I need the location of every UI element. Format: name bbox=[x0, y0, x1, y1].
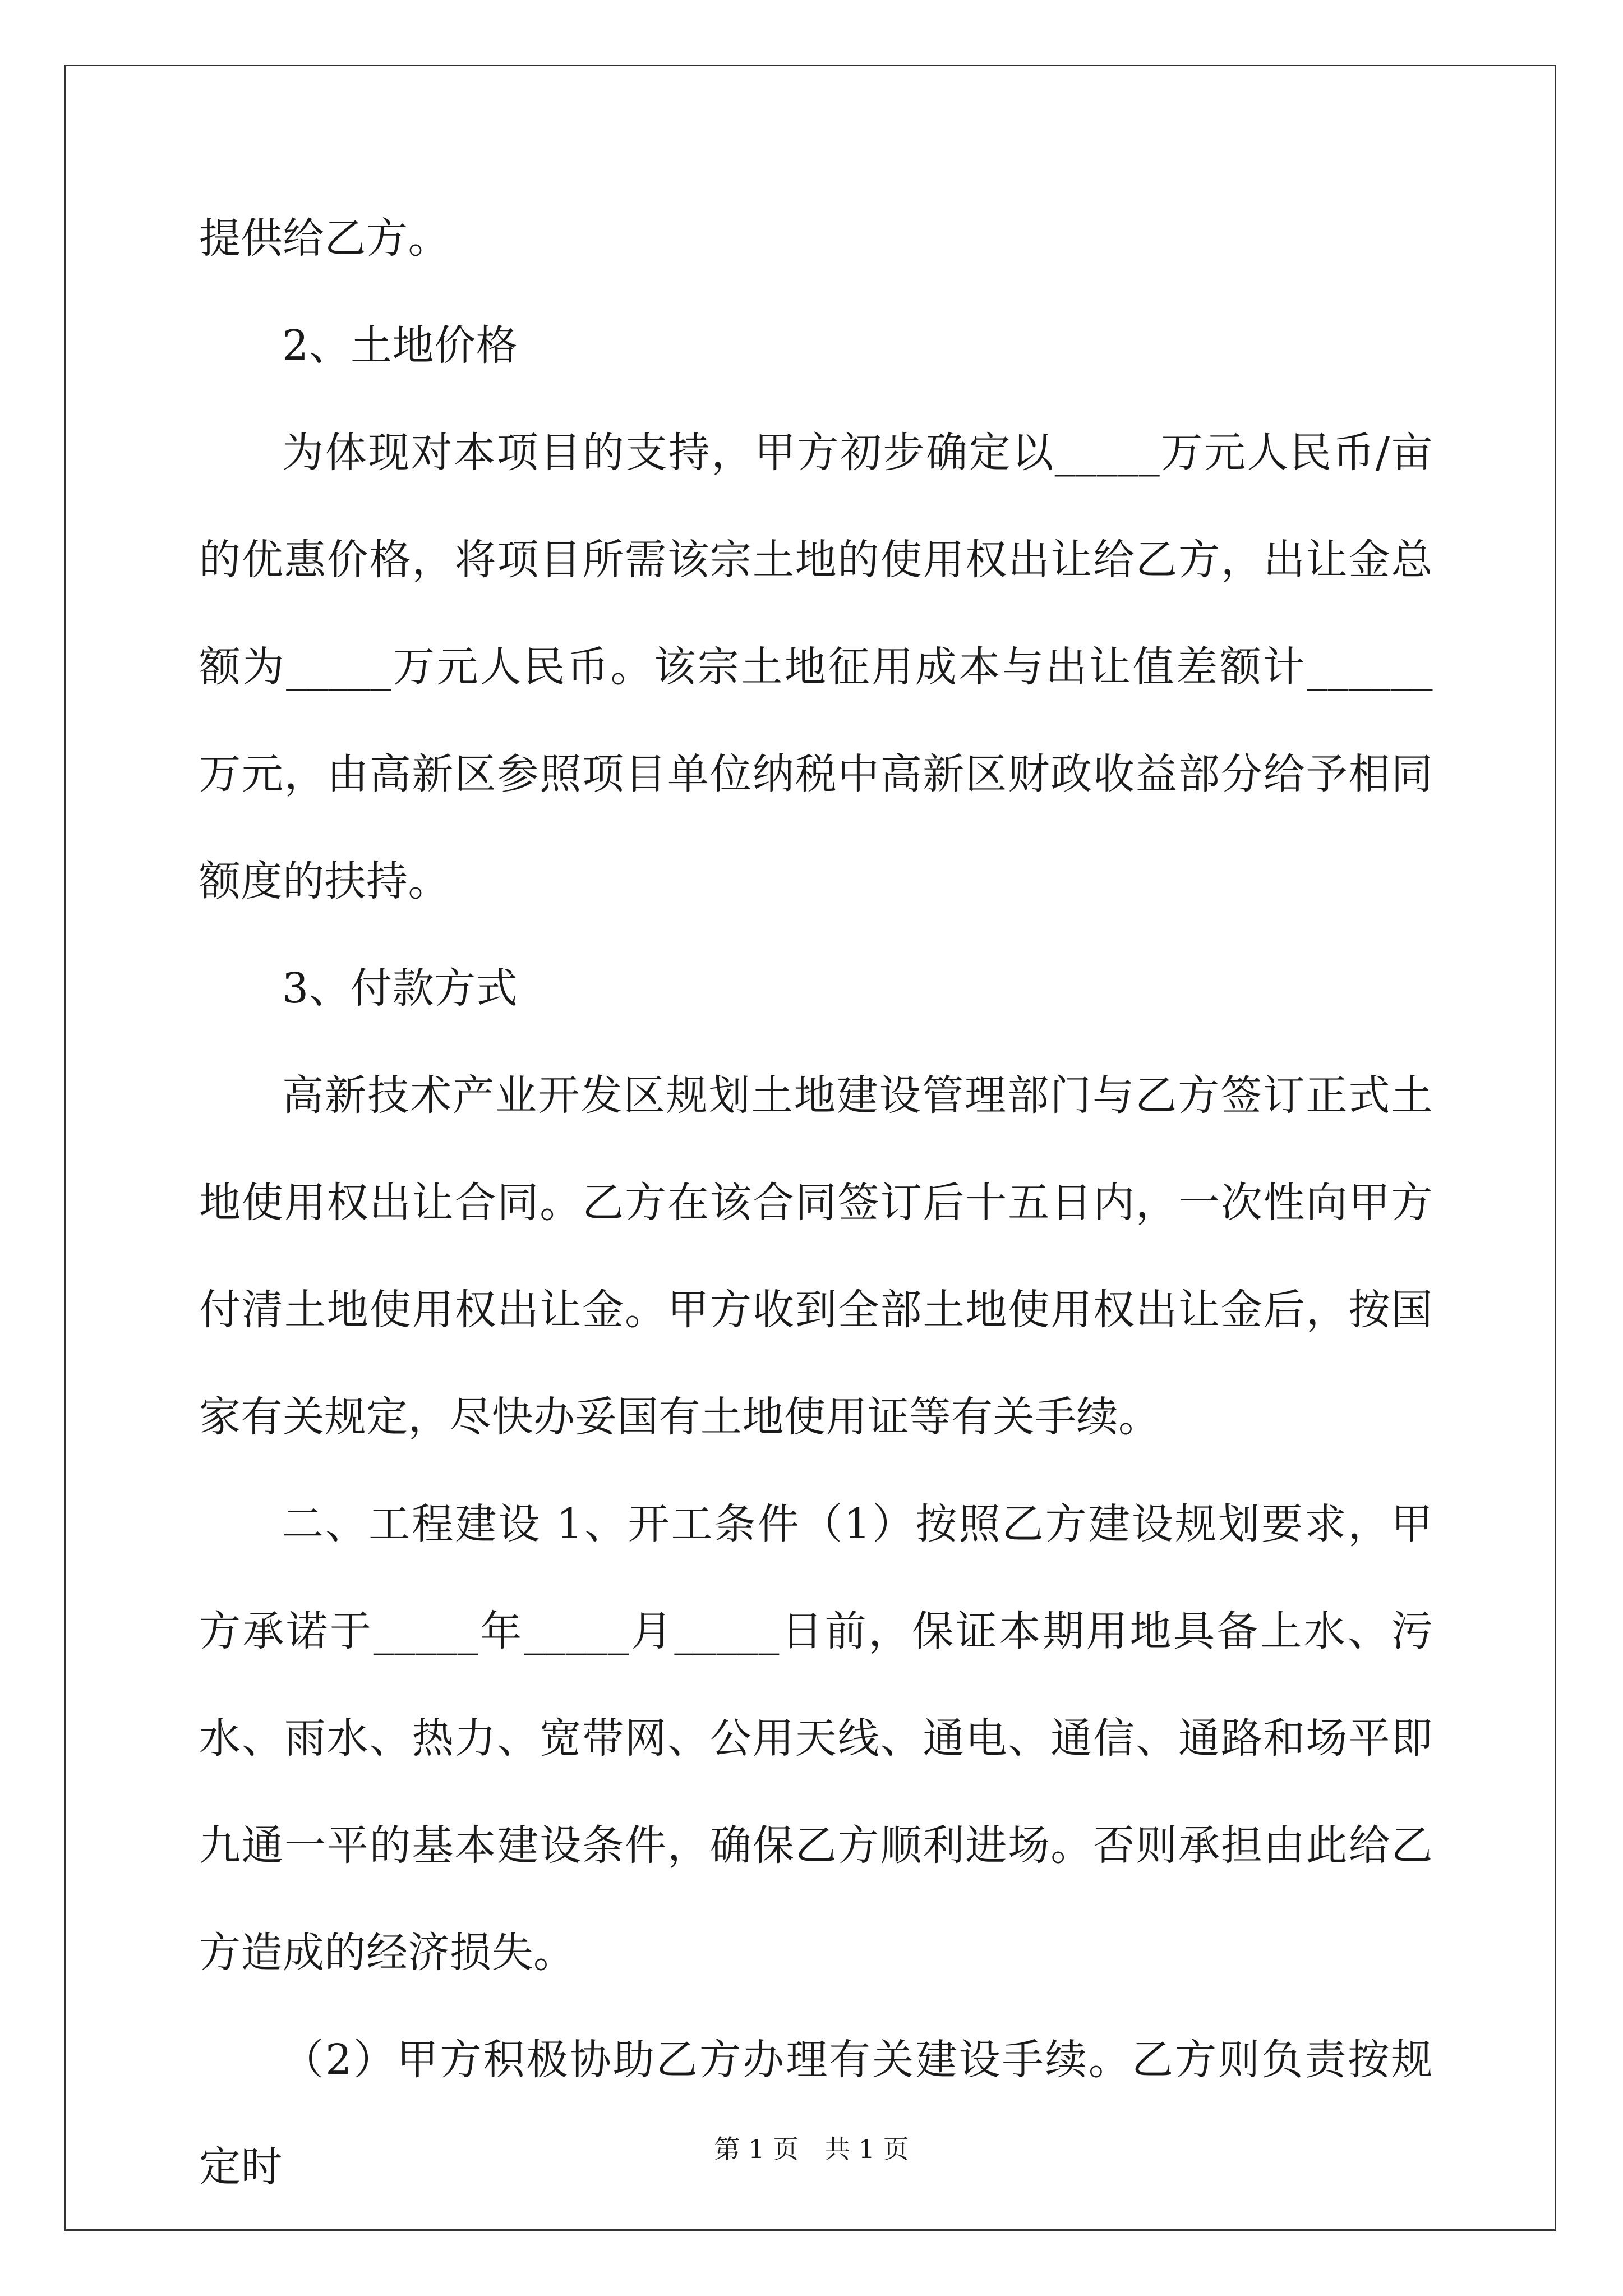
paragraph-7: （2）甲方积极协助乙方办理有关建设手续。乙方则负责按规定时 bbox=[199, 2036, 1433, 2191]
paragraph-4-heading: 3、付款方式 bbox=[282, 964, 518, 1013]
paragraph-2-heading: 2、土地价格 bbox=[282, 321, 518, 370]
paragraph-5: 高新技术产业开发区规划土地建设管理部门与乙方签订正式土地使用权出让合同。乙方在该合同签订后十五日内，一次性向甲方付清土地使用权出让金。甲方收到全部土地使用权出让金后，按国家有关规定，尽快办妥国有土地使用证等有关手续。 bbox=[199, 1071, 1433, 1441]
paragraph-6: 二、工程建设 1、开工条件（1）按照乙方建设规划要求，甲方承诺于_____年_____月_____日前，保证本期用地具备上水、污水、雨水、热力、宽带网、公用天线、通电、通信、通路和场平即九通一平的基本建设条件，确保乙方顺利进场。否则承担由此给乙方造成的经济损失。 bbox=[199, 1500, 1433, 1977]
paragraph-3: 为体现对本项目的支持，甲方初步确定以_____万元人民币/亩的优惠价格，将项目所需该宗土地的使用权出让给乙方，出让金总额为_____万元人民币。该宗土地征用成本与出让值差额计______万元，由高新区参照项目单位纳税中高新区财政收益部分给予相同额度的扶持。 bbox=[199, 429, 1433, 905]
page-footer: 第 1 页 共 1 页 bbox=[714, 2134, 909, 2164]
paragraph-1: 提供给乙方。 bbox=[199, 214, 450, 263]
document-body bbox=[199, 185, 1433, 2221]
